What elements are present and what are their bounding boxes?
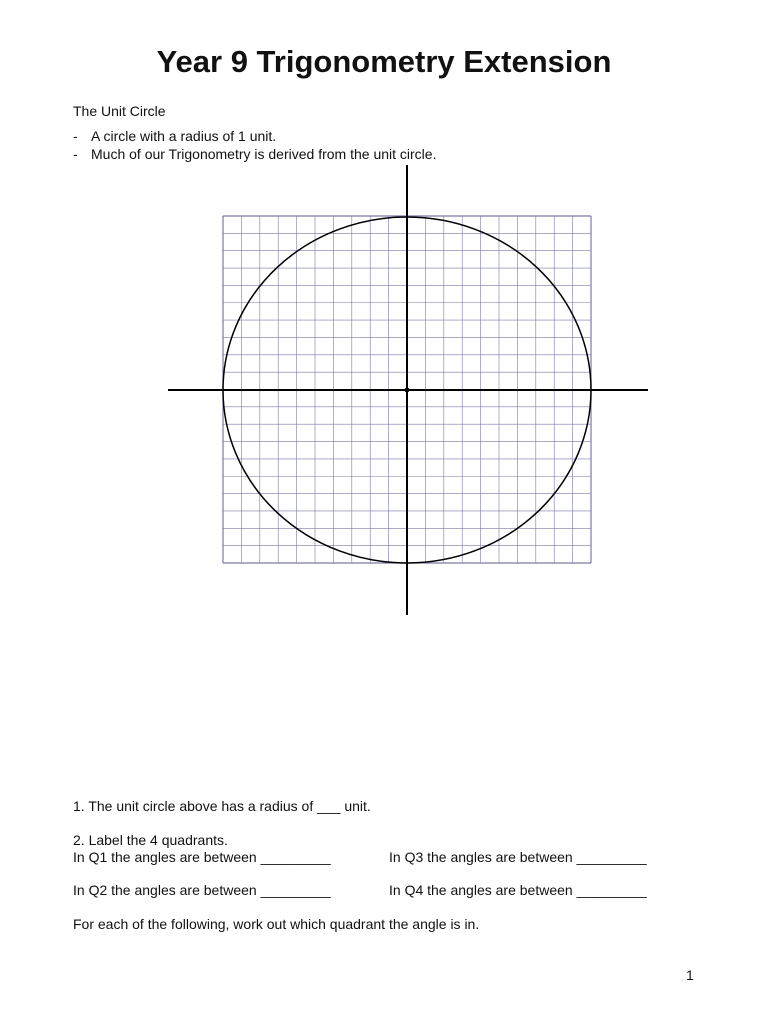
instruction-text: For each of the following, work out which quadrant the angle is in. bbox=[73, 916, 480, 932]
question-q1-range: In Q1 the angles are between _________ bbox=[73, 849, 331, 865]
page-title: Year 9 Trigonometry Extension bbox=[156, 44, 612, 79]
question-label-quadrants: 2. Label the 4 quadrants. bbox=[73, 832, 228, 848]
section-heading: The Unit Circle bbox=[73, 103, 166, 119]
question-q4-range: In Q4 the angles are between _________ bbox=[389, 882, 647, 898]
bullet-marker: - bbox=[73, 128, 78, 144]
page-number: 1 bbox=[686, 967, 694, 983]
question-q2-range: In Q2 the angles are between _________ bbox=[73, 882, 331, 898]
bullet-text: A circle with a radius of 1 unit. bbox=[91, 128, 277, 144]
question-radius: 1. The unit circle above has a radius of ___ unit. bbox=[73, 798, 371, 814]
bullet-marker: - bbox=[73, 146, 78, 162]
question-q3-range: In Q3 the angles are between _________ bbox=[389, 849, 647, 865]
bullet-text: Much of our Trigonometry is derived from the unit circle. bbox=[91, 146, 437, 162]
